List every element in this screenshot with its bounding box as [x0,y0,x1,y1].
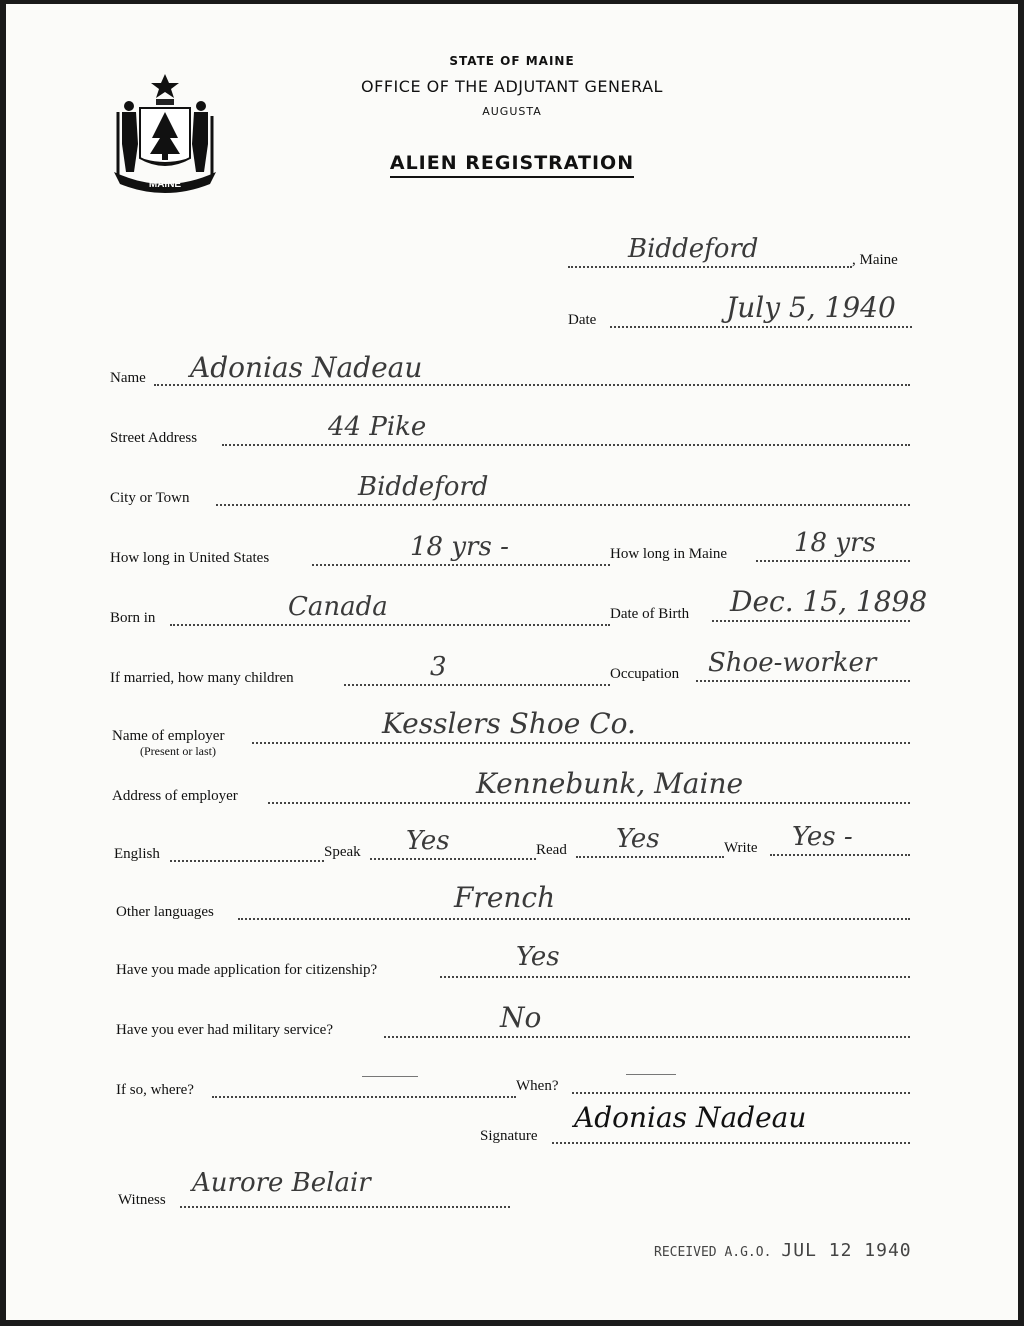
registration-form [6,4,1018,1320]
other-languages-label: Other languages [116,904,214,920]
write-label: Write [724,840,758,856]
when-blank-mark [626,1074,676,1075]
street-entry[interactable]: 44 Pike [328,412,427,442]
signature-label: Signature [480,1128,538,1144]
street-label: Street Address [110,430,198,446]
english-label: English [114,846,160,862]
speak-label: Speak [324,844,361,860]
town-suffix-label: , Maine [852,252,898,268]
other-languages-line [238,918,910,920]
employer-address-entry[interactable]: Kennebunk, Maine [476,767,744,800]
signature-entry[interactable]: Adonias Nadeau [574,1101,807,1134]
signature-line [552,1142,910,1144]
read-line [576,856,724,858]
employer-label: Name of employer [112,728,225,744]
children-label: If married, how many children [110,670,294,686]
date-line [610,326,912,328]
date-entry[interactable]: July 5, 1940 [726,291,896,324]
city-line [216,504,910,506]
date-label: Date [568,312,597,328]
where-label: If so, where? [116,1082,194,1098]
when-line [572,1092,910,1094]
children-entry[interactable]: 3 [430,652,447,682]
employer-address-line [268,802,910,804]
speak-entry[interactable]: Yes [406,826,450,856]
witness-line [180,1206,510,1208]
seal-text: MAINE [148,179,182,190]
name-line [154,384,910,386]
occupation-line [696,680,910,682]
witness-entry[interactable]: Aurore Belair [192,1168,371,1198]
where-line [212,1096,516,1098]
born-line [170,624,610,626]
employer-entry[interactable]: Kesslers Shoe Co. [382,707,636,740]
how-long-us-line [312,564,610,566]
city-entry[interactable]: Biddeford [358,472,489,502]
received-stamp-text: RECEIVED A.G.O. [654,1245,772,1260]
town-entry[interactable]: Biddeford [628,234,759,264]
speak-line [370,858,536,860]
born-entry[interactable]: Canada [288,592,388,622]
read-entry[interactable]: Yes [616,824,660,854]
employer-sub-label: (Present or last) [140,744,216,758]
state-heading: STATE OF MAINE [449,54,575,68]
form-title-text: ALIEN REGISTRATION [390,152,634,178]
military-entry[interactable]: No [500,1001,542,1034]
how-long-maine-entry[interactable]: 18 yrs [794,528,876,558]
name-entry[interactable]: Adonias Nadeau [190,351,423,384]
employer-line [252,742,910,744]
children-line [344,684,610,686]
employer-address-label: Address of employer [112,788,238,804]
military-line [384,1036,910,1038]
when-label: When? [516,1078,559,1094]
received-stamp [654,1240,912,1261]
city-label: City or Town [110,490,190,506]
occupation-entry[interactable]: Shoe-worker [708,648,877,678]
citizenship-label: Have you made application for citizenship? [116,962,378,978]
office-heading: OFFICE OF THE ADJUTANT GENERAL [361,77,663,96]
write-entry[interactable]: Yes - [792,822,853,852]
how-long-maine-label: How long in Maine [610,546,728,562]
citizenship-entry[interactable]: Yes [516,942,560,972]
occupation-label: Occupation [610,666,680,682]
how-long-maine-line [756,560,910,562]
name-label: Name [110,370,146,386]
received-stamp-date: JUL 12 1940 [781,1240,912,1261]
other-languages-entry[interactable]: French [454,881,556,914]
street-line [222,444,910,446]
dob-entry[interactable]: Dec. 15, 1898 [730,585,928,618]
military-label: Have you ever had military service? [116,1022,333,1038]
dob-line [712,620,910,622]
write-line [770,854,910,856]
born-label: Born in [110,610,156,626]
dob-label: Date of Birth [610,606,690,622]
city-heading: AUGUSTA [482,105,542,118]
read-label: Read [536,842,567,858]
witness-label: Witness [118,1192,166,1208]
english-line [170,860,324,862]
where-blank-mark [362,1076,418,1077]
citizenship-line [440,976,910,978]
form-title [6,152,1018,174]
how-long-us-label: How long in United States [110,550,270,566]
how-long-us-entry[interactable]: 18 yrs - [410,532,509,562]
town-line [568,266,852,268]
